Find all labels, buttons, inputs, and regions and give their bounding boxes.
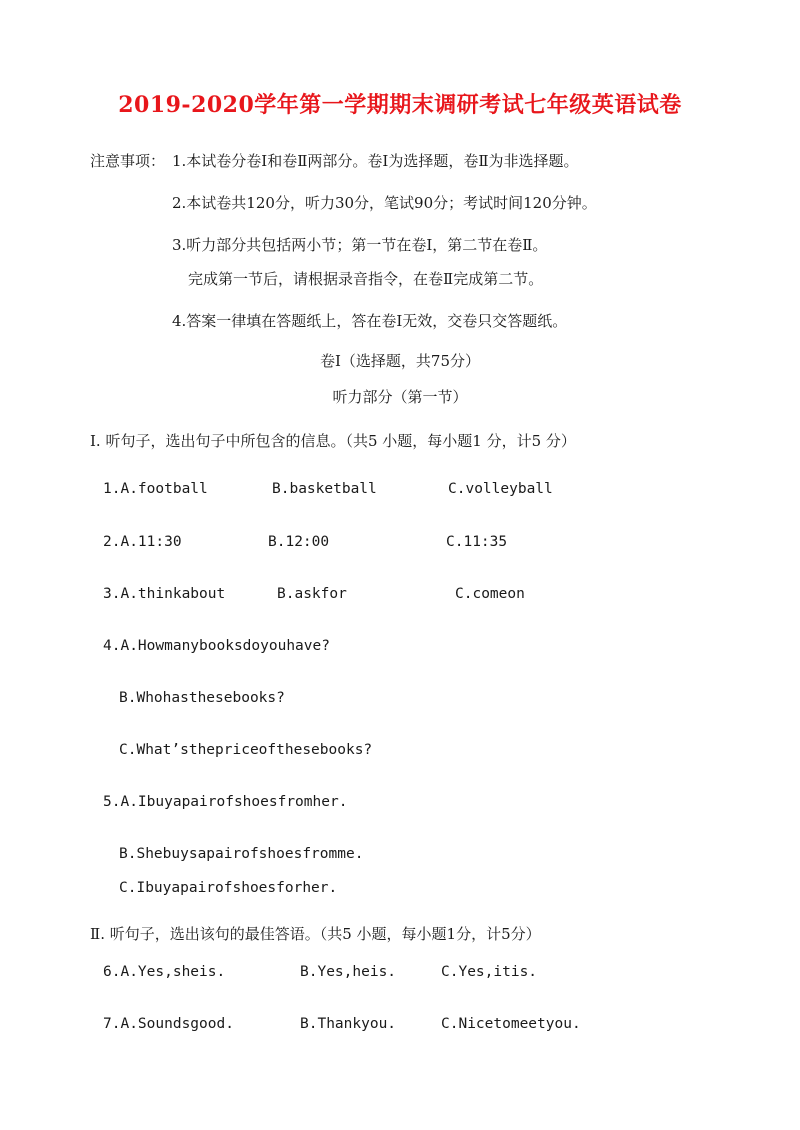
- option-b: B.askfor: [277, 586, 347, 602]
- option-a: 2.A.11:30: [103, 534, 182, 550]
- notes-label: 注意事项：: [90, 152, 166, 170]
- note-item-4: 4.答案一律填在答题纸上，答在卷Ⅰ无效，交卷只交答题纸。: [172, 312, 568, 330]
- option-c: C.Nicetomeetyou.: [441, 1016, 581, 1032]
- option-a: 4.A.Howmanybooksdoyouhave?: [103, 638, 330, 654]
- option-b: B.Shebuysapairofshoesfromme.: [119, 846, 364, 862]
- note-item-1: 1.本试卷分卷Ⅰ和卷Ⅱ两部分。卷Ⅰ为选择题，卷Ⅱ为非选择题。: [172, 152, 579, 170]
- option-a: 3.A.thinkabout: [103, 586, 226, 602]
- option-b: B.12:00: [268, 534, 330, 550]
- option-c: C.Ibuyapairofshoesforher.: [119, 880, 338, 896]
- note-item-2: 2.本试卷共120分，听力30分，笔试90分；考试时间120分钟。: [172, 194, 597, 212]
- option-c: C.11:35: [446, 534, 508, 550]
- note-item-3: 3.听力部分共包括两小节；第一节在卷Ⅰ，第二节在卷Ⅱ。: [172, 236, 548, 254]
- option-b: B.Whohasthesebooks?: [119, 690, 285, 706]
- note-item-3-cont: 完成第一节后，请根据录音指令，在卷Ⅱ完成第二节。: [188, 270, 544, 288]
- section-heading: Ⅰ. 听句子，选出句子中所包含的信息。（共5 小题，每小题1 分，计5 分）: [90, 432, 576, 450]
- option-c: C.comeon: [455, 586, 525, 602]
- option-c: C.Yes,itis.: [441, 964, 538, 980]
- option-a: 1.A.football: [103, 481, 208, 497]
- option-a: 5.A.Ibuyapairofshoesfromher.: [103, 794, 348, 810]
- option-a: 7.A.Soundsgood.: [103, 1016, 234, 1032]
- option-b: B.basketball: [272, 481, 377, 497]
- option-c: C.What’sthepriceofthesebooks?: [119, 742, 373, 758]
- part-heading: 听力部分（第一节）: [332, 388, 468, 406]
- volume-heading: 卷Ⅰ（选择题，共75分）: [319, 352, 480, 370]
- page-title: 2019-2020学年第一学期期末调研考试七年级英语试卷: [118, 92, 682, 118]
- option-a: 6.A.Yes,sheis.: [103, 964, 226, 980]
- option-b: B.Thankyou.: [300, 1016, 397, 1032]
- option-b: B.Yes,heis.: [300, 964, 397, 980]
- section-heading: Ⅱ. 听句子，选出该句的最佳答语。（共5 小题，每小题1分，计5分）: [90, 925, 541, 943]
- option-c: C.volleyball: [448, 481, 553, 497]
